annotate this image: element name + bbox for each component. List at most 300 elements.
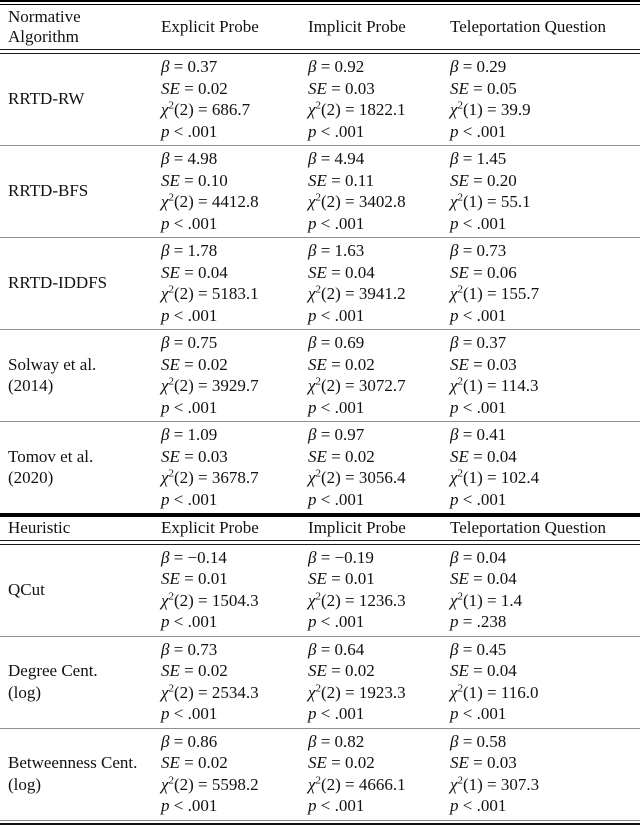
math-variable: SE — [308, 753, 327, 772]
math-rest: = 0.45 — [458, 639, 507, 659]
math-rest: = 0.02 — [326, 753, 375, 772]
chi-square-line — [161, 283, 308, 305]
stat-cell — [450, 424, 640, 510]
math-variable: χ — [450, 376, 458, 395]
math-rest: (1) = 1.4 — [462, 590, 523, 610]
math-rest: < .001 — [169, 704, 218, 723]
chi-square-line — [450, 375, 640, 397]
math-variable: χ — [161, 590, 169, 610]
math-variable: χ — [450, 774, 458, 794]
p-value-line — [450, 397, 640, 419]
math-rest: = 0.73 — [169, 639, 218, 659]
se-line — [450, 660, 640, 682]
chi-square-line — [308, 590, 450, 612]
math-rest: = .238 — [458, 612, 507, 631]
math-rest: (2) = 1923.3 — [320, 682, 406, 702]
math-rest: = 0.02 — [179, 753, 228, 772]
math-rest: = 0.03 — [326, 78, 375, 98]
math-variable: χ — [450, 590, 458, 610]
superscript: 2 — [457, 773, 463, 786]
column-header-0: Explicit Probe — [161, 16, 259, 36]
math-variable: β — [308, 547, 317, 567]
math-rest: < .001 — [458, 213, 507, 233]
p-value-line — [308, 795, 450, 817]
math-variable: χ — [308, 284, 316, 303]
math-rest: < .001 — [169, 489, 218, 509]
math-rest: = 4.94 — [316, 149, 365, 168]
superscript: 2 — [315, 99, 321, 112]
table-row — [0, 54, 640, 145]
math-variable: β — [161, 149, 170, 168]
p-value-line — [450, 489, 640, 511]
math-variable: p — [308, 612, 317, 631]
math-rest: (2) = 4412.8 — [173, 192, 259, 211]
math-variable: SE — [308, 569, 327, 588]
math-rest: (2) = 3678.7 — [173, 468, 259, 487]
math-variable: χ — [308, 774, 316, 794]
chi-square-line — [308, 774, 450, 796]
math-variable: SE — [450, 569, 469, 588]
beta-line — [450, 424, 640, 446]
beta-line — [308, 240, 450, 262]
se-line — [308, 78, 450, 100]
chi-square-line — [161, 99, 308, 121]
math-rest: < .001 — [458, 704, 507, 723]
row-label-line: QCut — [8, 579, 45, 599]
math-rest: (1) = 116.0 — [462, 682, 539, 702]
math-rest: (2) = 1504.3 — [173, 590, 259, 610]
superscript: 2 — [168, 589, 174, 602]
math-rest: = 0.04 — [468, 569, 517, 588]
math-rest: = 0.82 — [316, 731, 365, 751]
chi-square-line — [308, 467, 450, 489]
math-variable: β — [450, 547, 459, 567]
superscript: 2 — [315, 467, 321, 480]
math-rest: (2) = 3402.8 — [320, 192, 406, 211]
math-rest: = 0.02 — [179, 78, 228, 98]
p-value-line — [308, 121, 450, 143]
stat-cell — [308, 547, 450, 633]
math-variable: β — [450, 731, 459, 751]
math-variable: p — [308, 796, 317, 815]
math-rest: = 1.78 — [169, 241, 218, 260]
math-rest: < .001 — [458, 305, 507, 325]
math-rest: = 0.03 — [468, 354, 517, 374]
superscript: 2 — [168, 375, 174, 388]
row-label — [0, 446, 161, 489]
math-variable: SE — [161, 78, 180, 98]
se-line — [161, 752, 308, 774]
math-variable: p — [450, 704, 459, 723]
row-label-line: (2020) — [8, 468, 54, 487]
math-rest: (1) = 114.3 — [462, 376, 539, 395]
math-rest: (2) = 686.7 — [173, 100, 251, 119]
stat-cell — [308, 56, 450, 142]
math-variable: p — [450, 489, 459, 509]
p-value-line — [161, 611, 308, 633]
math-variable: p — [450, 612, 459, 631]
math-variable: p — [450, 213, 459, 233]
math-rest: = 0.02 — [326, 661, 375, 680]
chi-square-line — [161, 375, 308, 397]
math-variable: p — [161, 612, 170, 631]
math-rest: = 0.04 — [468, 661, 517, 680]
math-rest: < .001 — [458, 397, 507, 417]
stat-cell — [308, 240, 450, 326]
math-rest: = −0.19 — [316, 547, 374, 567]
se-line — [308, 170, 450, 192]
math-variable: p — [161, 489, 170, 509]
math-variable: SE — [308, 78, 327, 98]
stat-cell — [161, 547, 308, 633]
math-rest: < .001 — [169, 213, 218, 233]
math-rest: = 1.45 — [458, 149, 507, 168]
math-rest: = 0.10 — [179, 170, 228, 190]
superscript: 2 — [315, 191, 321, 204]
row-label-line: RRTD-RW — [8, 89, 85, 109]
row-label — [0, 660, 161, 703]
math-variable: χ — [308, 590, 316, 610]
p-value-line — [161, 795, 308, 817]
row-label-line: Degree Cent. — [8, 661, 98, 680]
math-variable: SE — [308, 170, 327, 190]
column-header-1: Implicit Probe — [308, 518, 406, 537]
row-label — [0, 272, 161, 294]
math-variable: p — [308, 213, 317, 233]
stat-cell — [308, 332, 450, 418]
math-variable: SE — [161, 753, 180, 772]
math-variable: SE — [450, 753, 469, 772]
math-variable: χ — [450, 192, 458, 211]
chi-square-line — [450, 191, 640, 213]
beta-line — [308, 731, 450, 753]
row-label-line: (log) — [8, 682, 42, 702]
table-row — [0, 728, 640, 820]
row-label-line: (log) — [8, 774, 42, 794]
superscript: 2 — [168, 191, 174, 204]
p-value-line — [450, 121, 640, 143]
chi-square-line — [450, 283, 640, 305]
math-variable: SE — [450, 262, 469, 282]
se-line — [450, 354, 640, 376]
math-rest: < .001 — [316, 397, 365, 417]
math-variable: SE — [450, 446, 469, 466]
se-line — [450, 78, 640, 100]
math-rest: = 0.03 — [179, 446, 228, 466]
math-rest: = 0.11 — [326, 170, 375, 190]
column-header-1: Implicit Probe — [308, 16, 406, 36]
stat-cell — [308, 639, 450, 725]
se-line — [450, 752, 640, 774]
chi-square-line — [161, 682, 308, 704]
math-rest: = 1.63 — [316, 241, 365, 260]
stat-cell — [450, 56, 640, 142]
math-rest: = 0.37 — [169, 57, 218, 76]
superscript: 2 — [457, 589, 463, 602]
math-rest: = −0.14 — [169, 547, 227, 567]
math-variable: β — [161, 547, 170, 567]
chi-square-line — [308, 283, 450, 305]
math-rest: < .001 — [316, 612, 365, 631]
math-rest: (1) = 155.7 — [462, 284, 540, 303]
table-bottom-rule-thick — [0, 823, 640, 825]
superscript: 2 — [168, 283, 174, 296]
chi-square-line — [308, 375, 450, 397]
stat-cell — [161, 332, 308, 418]
stat-cell — [161, 56, 308, 142]
chi-square-line — [161, 590, 308, 612]
math-rest: = 0.04 — [458, 547, 507, 567]
math-rest: < .001 — [316, 796, 365, 815]
se-line — [308, 446, 450, 468]
math-variable: p — [450, 397, 459, 417]
stat-cell — [450, 639, 640, 725]
superscript: 2 — [168, 681, 174, 694]
math-variable: SE — [161, 262, 180, 282]
math-rest: (2) = 3929.7 — [173, 376, 259, 395]
math-rest: (1) = 307.3 — [462, 774, 540, 794]
math-variable: p — [161, 213, 170, 233]
table-row — [0, 237, 640, 329]
group-header-label — [0, 7, 161, 46]
beta-line — [161, 148, 308, 170]
p-value-line — [161, 213, 308, 235]
p-value-line — [450, 213, 640, 235]
chi-square-line — [308, 682, 450, 704]
group-header-line: Algorithm — [8, 26, 79, 46]
math-rest: (1) = 55.1 — [462, 192, 531, 211]
math-rest: < .001 — [458, 489, 507, 509]
superscript: 2 — [168, 467, 174, 480]
superscript: 2 — [168, 99, 174, 112]
math-variable: χ — [161, 100, 169, 119]
chi-square-line — [308, 99, 450, 121]
math-variable: p — [308, 305, 317, 325]
row-label-line: RRTD-IDDFS — [8, 273, 108, 293]
math-variable: SE — [161, 170, 180, 190]
math-rest: = 0.58 — [458, 731, 507, 751]
beta-line — [161, 547, 308, 569]
math-variable: p — [450, 121, 459, 141]
math-variable: SE — [161, 661, 180, 680]
se-line — [161, 170, 308, 192]
stat-cell — [161, 424, 308, 510]
math-rest: = 1.09 — [169, 425, 218, 444]
chi-square-line — [450, 590, 640, 612]
table-row — [0, 636, 640, 728]
math-variable: χ — [308, 376, 316, 395]
math-variable: SE — [308, 354, 327, 374]
math-rest: = 0.29 — [458, 57, 507, 76]
beta-line — [308, 56, 450, 78]
math-rest: = 0.69 — [316, 333, 365, 352]
header-row-0 — [0, 5, 640, 49]
math-rest: = 0.41 — [458, 425, 507, 444]
stat-cell — [308, 424, 450, 510]
math-variable: β — [308, 333, 317, 352]
math-variable: SE — [308, 661, 327, 680]
math-rest: = 0.02 — [179, 354, 228, 374]
se-line — [308, 568, 450, 590]
group-header-label — [0, 518, 161, 538]
column-header-2: Teleportation Question — [450, 518, 607, 537]
beta-line — [161, 639, 308, 661]
p-value-line — [161, 305, 308, 327]
chi-square-line — [450, 774, 640, 796]
p-value-line — [308, 611, 450, 633]
se-line — [450, 170, 640, 192]
math-variable: p — [161, 305, 170, 325]
math-variable: β — [308, 57, 317, 76]
se-line — [308, 354, 450, 376]
math-variable: β — [308, 241, 317, 260]
math-rest: (2) = 4666.1 — [320, 774, 406, 794]
beta-line — [450, 332, 640, 354]
chi-square-line — [161, 191, 308, 213]
se-line — [308, 262, 450, 284]
math-rest: = 0.75 — [169, 333, 218, 352]
beta-line — [161, 424, 308, 446]
stat-cell — [450, 240, 640, 326]
math-rest: (1) = 39.9 — [462, 100, 531, 119]
math-variable: χ — [161, 682, 169, 702]
stat-cell — [308, 148, 450, 234]
p-value-line — [450, 703, 640, 725]
math-variable: χ — [450, 682, 458, 702]
row-label-line: (2014) — [8, 376, 54, 395]
math-rest: (2) = 5183.1 — [173, 284, 259, 303]
chi-square-line — [308, 191, 450, 213]
math-rest: < .001 — [316, 121, 365, 141]
se-line — [161, 660, 308, 682]
math-rest: (2) = 1822.1 — [320, 100, 406, 119]
math-variable: χ — [308, 682, 316, 702]
beta-line — [450, 639, 640, 661]
beta-line — [450, 240, 640, 262]
row-label-line: Solway et al. — [8, 354, 97, 374]
superscript: 2 — [315, 375, 321, 388]
math-rest: (2) = 5598.2 — [173, 774, 259, 794]
superscript: 2 — [457, 283, 463, 296]
math-rest: < .001 — [169, 305, 218, 325]
math-variable: β — [161, 639, 170, 659]
column-header-2: Teleportation Question — [450, 16, 607, 36]
se-line — [161, 262, 308, 284]
math-rest: = 0.04 — [179, 262, 228, 282]
beta-line — [308, 332, 450, 354]
math-rest: = 0.01 — [326, 569, 375, 588]
math-rest: (2) = 3056.4 — [320, 468, 406, 487]
math-rest: = 0.86 — [169, 731, 218, 751]
math-variable: SE — [161, 446, 180, 466]
row-label-line: Betweenness Cent. — [8, 753, 138, 772]
stat-cell — [161, 240, 308, 326]
math-variable: p — [308, 121, 317, 141]
math-variable: β — [161, 425, 170, 444]
math-variable: β — [308, 639, 317, 659]
beta-line — [161, 56, 308, 78]
math-variable: χ — [161, 468, 169, 487]
math-rest: = 0.01 — [179, 569, 228, 588]
beta-line — [450, 731, 640, 753]
beta-line — [450, 547, 640, 569]
p-value-line — [161, 489, 308, 511]
math-rest: = 0.20 — [468, 170, 517, 190]
math-variable: χ — [161, 376, 169, 395]
beta-line — [308, 424, 450, 446]
math-rest: < .001 — [169, 121, 218, 141]
header-row-1 — [0, 517, 640, 540]
p-value-line — [161, 397, 308, 419]
p-value-line — [450, 611, 640, 633]
math-rest: = 0.05 — [468, 78, 517, 98]
math-rest: = 4.98 — [169, 149, 218, 168]
stat-cell — [450, 148, 640, 234]
row-label — [0, 752, 161, 795]
math-variable: p — [450, 796, 459, 815]
group-header-line: Heuristic — [8, 518, 71, 537]
math-variable: χ — [308, 192, 316, 211]
math-rest: < .001 — [316, 704, 365, 723]
stat-cell — [450, 731, 640, 817]
math-rest: < .001 — [458, 796, 507, 815]
row-label — [0, 180, 161, 202]
math-rest: < .001 — [169, 612, 218, 631]
math-variable: p — [161, 121, 170, 141]
chi-square-line — [161, 774, 308, 796]
math-rest: = 0.92 — [316, 57, 365, 76]
beta-line — [450, 56, 640, 78]
superscript: 2 — [457, 467, 463, 480]
math-rest: < .001 — [169, 397, 218, 417]
math-variable: χ — [450, 100, 458, 119]
p-value-line — [308, 489, 450, 511]
math-variable: χ — [308, 468, 316, 487]
se-line — [161, 568, 308, 590]
math-rest: (2) = 1236.3 — [320, 590, 406, 610]
math-variable: χ — [161, 774, 169, 794]
column-header-0: Explicit Probe — [161, 518, 259, 537]
superscript: 2 — [315, 589, 321, 602]
math-rest: = 0.02 — [326, 446, 375, 466]
beta-line — [161, 240, 308, 262]
p-value-line — [161, 703, 308, 725]
math-rest: < .001 — [316, 489, 365, 509]
math-variable: χ — [161, 284, 169, 303]
math-variable: β — [450, 57, 459, 76]
math-rest: < .001 — [316, 213, 365, 233]
math-variable: β — [450, 241, 459, 260]
row-label — [0, 354, 161, 397]
math-variable: β — [450, 149, 459, 168]
math-rest: = 0.04 — [468, 446, 517, 466]
superscript: 2 — [457, 191, 463, 204]
math-rest: = 0.02 — [179, 661, 228, 680]
math-variable: SE — [450, 661, 469, 680]
beta-line — [161, 731, 308, 753]
stat-cell — [450, 547, 640, 633]
math-variable: χ — [450, 468, 458, 487]
p-value-line — [308, 703, 450, 725]
stat-cell — [161, 731, 308, 817]
math-variable: p — [308, 397, 317, 417]
se-line — [161, 78, 308, 100]
math-variable: β — [308, 425, 317, 444]
math-variable: SE — [450, 170, 469, 190]
math-variable: p — [161, 796, 170, 815]
se-line — [450, 446, 640, 468]
math-variable: p — [161, 704, 170, 723]
